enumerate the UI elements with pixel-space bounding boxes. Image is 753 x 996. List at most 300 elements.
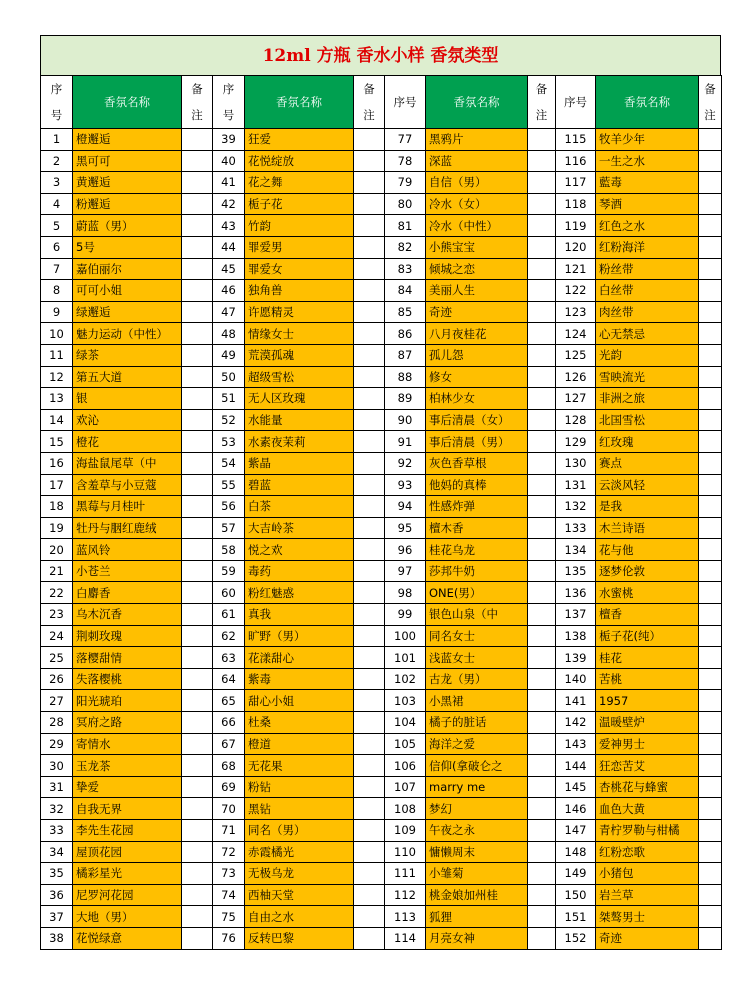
fragrance-name-cell: 荒漠孤魂 <box>245 344 354 366</box>
remark-cell <box>699 776 722 798</box>
row-number: 63 <box>213 647 245 669</box>
fragrance-name-cell: 八月夜桂花 <box>426 323 528 345</box>
remark-cell <box>182 668 213 690</box>
remark-cell <box>528 582 556 604</box>
fragrance-name-cell: 梦幻 <box>426 798 528 820</box>
row-number: 28 <box>41 712 73 734</box>
fragrance-name-cell: 血色大黄 <box>596 798 699 820</box>
fragrance-name-cell: 可可小姐 <box>73 280 182 302</box>
remark-cell <box>699 668 722 690</box>
row-number: 118 <box>556 193 596 215</box>
table-row <box>41 150 722 172</box>
remark-header: 备 注 <box>354 76 385 129</box>
remark-cell <box>182 344 213 366</box>
fragrance-name-cell: 午夜之永 <box>426 820 528 842</box>
remark-cell <box>528 452 556 474</box>
row-number: 112 <box>385 884 426 906</box>
table-row <box>41 884 722 906</box>
row-number: 69 <box>213 776 245 798</box>
remark-header: 备 注 <box>182 76 213 129</box>
row-number: 60 <box>213 582 245 604</box>
row-number: 131 <box>556 474 596 496</box>
row-number: 36 <box>41 884 73 906</box>
fragrance-name-cell: 悦之欢 <box>245 539 354 561</box>
fragrance-name-cell: 白茶 <box>245 496 354 518</box>
row-number: 143 <box>556 733 596 755</box>
fragrance-name-cell: 心无禁忌 <box>596 323 699 345</box>
remark-cell <box>182 431 213 453</box>
row-number: 25 <box>41 647 73 669</box>
remark-cell <box>699 258 722 280</box>
fragrance-name-cell: 赤霞橘光 <box>245 841 354 863</box>
remark-cell <box>699 712 722 734</box>
fragrance-name-cell: 甜心小姐 <box>245 690 354 712</box>
fragrance-name-cell: 花之舞 <box>245 172 354 194</box>
fragrance-name-cell: 古龙（男） <box>426 668 528 690</box>
fragrance-name-cell: 冷水（中性） <box>426 215 528 237</box>
fragrance-name-cell: 非洲之旅 <box>596 388 699 410</box>
row-number: 1 <box>41 129 73 151</box>
fragrance-name-cell: 碧蓝 <box>245 474 354 496</box>
table-row <box>41 841 722 863</box>
fragrance-name-cell: 岩兰草 <box>596 884 699 906</box>
table-row <box>41 301 722 323</box>
row-number: 15 <box>41 431 73 453</box>
fragrance-name-cell: 是我 <box>596 496 699 518</box>
remark-cell <box>528 258 556 280</box>
remark-cell <box>182 150 213 172</box>
row-number: 61 <box>213 604 245 626</box>
remark-cell <box>182 301 213 323</box>
fragrance-name-cell: 海洋之爱 <box>426 733 528 755</box>
name-header: 香氛名称 <box>596 76 699 129</box>
fragrance-name-cell: 旷野（男） <box>245 625 354 647</box>
row-number: 14 <box>41 409 73 431</box>
row-number: 115 <box>556 129 596 151</box>
remark-cell <box>528 539 556 561</box>
remark-cell <box>182 236 213 258</box>
row-number: 29 <box>41 733 73 755</box>
row-number: 135 <box>556 560 596 582</box>
row-number: 27 <box>41 690 73 712</box>
fragrance-name-cell: 粉丝带 <box>596 258 699 280</box>
remark-cell <box>528 301 556 323</box>
row-number: 23 <box>41 604 73 626</box>
remark-cell <box>182 820 213 842</box>
row-number: 122 <box>556 280 596 302</box>
fragrance-name-cell: 北国雪松 <box>596 409 699 431</box>
table-row <box>41 323 722 345</box>
fragrance-name-cell: 情缘女士 <box>245 323 354 345</box>
row-number: 87 <box>385 344 426 366</box>
table-row <box>41 280 722 302</box>
row-number: 102 <box>385 668 426 690</box>
fragrance-name-cell: 光韵 <box>596 344 699 366</box>
seq-header: 序号 <box>385 76 426 129</box>
row-number: 12 <box>41 366 73 388</box>
fragrance-name-cell: 红粉恋歌 <box>596 841 699 863</box>
remark-cell <box>182 172 213 194</box>
remark-cell <box>699 388 722 410</box>
remark-cell <box>354 366 385 388</box>
table-row <box>41 906 722 928</box>
fragrance-name-cell: 花与他 <box>596 539 699 561</box>
row-number: 101 <box>385 647 426 669</box>
row-number: 71 <box>213 820 245 842</box>
row-number: 85 <box>385 301 426 323</box>
table-row <box>41 215 722 237</box>
row-number: 72 <box>213 841 245 863</box>
row-number: 96 <box>385 539 426 561</box>
fragrance-name-cell: 黑钻 <box>245 798 354 820</box>
remark-cell <box>528 798 556 820</box>
row-number: 108 <box>385 798 426 820</box>
table-row <box>41 863 722 885</box>
table-row <box>41 517 722 539</box>
row-number: 106 <box>385 755 426 777</box>
table-row <box>41 625 722 647</box>
fragrance-name-cell: 花悦绽放 <box>245 150 354 172</box>
row-number: 56 <box>213 496 245 518</box>
remark-cell <box>182 690 213 712</box>
remark-cell <box>528 388 556 410</box>
remark-cell <box>354 712 385 734</box>
fragrance-name-cell: 粉红魅惑 <box>245 582 354 604</box>
remark-cell <box>528 755 556 777</box>
fragrance-name-cell: 绿邂逅 <box>73 301 182 323</box>
fragrance-name-cell: 寄情水 <box>73 733 182 755</box>
remark-cell <box>182 647 213 669</box>
row-number: 17 <box>41 474 73 496</box>
fragrance-name-cell: 无人区玫瑰 <box>245 388 354 410</box>
fragrance-name-cell: 月亮女神 <box>426 927 528 949</box>
fragrance-name-cell: 爱神男士 <box>596 733 699 755</box>
fragrance-name-cell: 无花果 <box>245 755 354 777</box>
remark-cell <box>699 301 722 323</box>
fragrance-name-cell: 肉丝带 <box>596 301 699 323</box>
fragrance-name-cell: 银 <box>73 388 182 410</box>
remark-cell <box>354 344 385 366</box>
fragrance-name-cell: 第五大道 <box>73 366 182 388</box>
fragrance-name-cell: 欢沁 <box>73 409 182 431</box>
remark-cell <box>699 452 722 474</box>
row-number: 116 <box>556 150 596 172</box>
remark-cell <box>182 733 213 755</box>
row-number: 123 <box>556 301 596 323</box>
row-number: 145 <box>556 776 596 798</box>
row-number: 52 <box>213 409 245 431</box>
fragrance-name-cell: 柏林少女 <box>426 388 528 410</box>
remark-cell <box>699 884 722 906</box>
fragrance-name-cell: 桂花 <box>596 647 699 669</box>
remark-cell <box>182 604 213 626</box>
remark-cell <box>528 193 556 215</box>
fragrance-name-cell: 狐狸 <box>426 906 528 928</box>
fragrance-name-cell: 大地（男） <box>73 906 182 928</box>
remark-cell <box>699 733 722 755</box>
fragrance-name-cell: 他妈的真棒 <box>426 474 528 496</box>
fragrance-name-cell: 玉龙茶 <box>73 755 182 777</box>
row-number: 77 <box>385 129 426 151</box>
row-number: 53 <box>213 431 245 453</box>
row-number: 105 <box>385 733 426 755</box>
fragrance-name-cell: 深蓝 <box>426 150 528 172</box>
fragrance-name-cell: 橙花 <box>73 431 182 453</box>
fragrance-name-cell: 青柠罗勒与柑橘 <box>596 820 699 842</box>
remark-cell <box>354 560 385 582</box>
remark-cell <box>182 712 213 734</box>
fragrance-name-cell: 真我 <box>245 604 354 626</box>
fragrance-name-cell: 落樱甜情 <box>73 647 182 669</box>
fragrance-name-cell: 桃金娘加州桂 <box>426 884 528 906</box>
remark-cell <box>354 863 385 885</box>
fragrance-name-cell: 桀骜男士 <box>596 906 699 928</box>
fragrance-name-cell: 赛点 <box>596 452 699 474</box>
remark-cell <box>182 906 213 928</box>
row-number: 137 <box>556 604 596 626</box>
fragrance-name-cell: 事后清晨（男） <box>426 431 528 453</box>
row-number: 79 <box>385 172 426 194</box>
row-number: 113 <box>385 906 426 928</box>
row-number: 124 <box>556 323 596 345</box>
fragrance-name-cell: 奇迹 <box>596 927 699 949</box>
row-number: 100 <box>385 625 426 647</box>
spreadsheet <box>40 35 721 950</box>
fragrance-name-cell: 小猪包 <box>596 863 699 885</box>
fragrance-name-cell: 琴酒 <box>596 193 699 215</box>
remark-cell <box>354 496 385 518</box>
remark-cell <box>182 496 213 518</box>
fragrance-name-cell: 狂爱 <box>245 129 354 151</box>
fragrance-name-cell: 同名（男） <box>245 820 354 842</box>
remark-cell <box>528 366 556 388</box>
row-number: 97 <box>385 560 426 582</box>
remark-cell <box>528 820 556 842</box>
fragrance-name-cell: 银色山泉（中 <box>426 604 528 626</box>
table-row <box>41 452 722 474</box>
seq-header: 序号 <box>556 76 596 129</box>
remark-cell <box>354 690 385 712</box>
remark-cell <box>528 496 556 518</box>
remark-cell <box>699 755 722 777</box>
remark-cell <box>354 431 385 453</box>
fragrance-name-cell: 杜桑 <box>245 712 354 734</box>
fragrance-name-cell: 自信（男） <box>426 172 528 194</box>
fragrance-name-cell: 白丝带 <box>596 280 699 302</box>
remark-cell <box>528 344 556 366</box>
row-number: 83 <box>385 258 426 280</box>
fragrance-name-cell: 牧羊少年 <box>596 129 699 151</box>
remark-cell <box>354 776 385 798</box>
fragrance-name-cell: 蓝风铃 <box>73 539 182 561</box>
row-number: 19 <box>41 517 73 539</box>
fragrance-name-cell: 温暖壁炉 <box>596 712 699 734</box>
row-number: 147 <box>556 820 596 842</box>
table-row <box>41 798 722 820</box>
fragrance-name-cell: 独角兽 <box>245 280 354 302</box>
fragrance-name-cell: 栀子花 <box>245 193 354 215</box>
fragrance-name-cell: 桂花乌龙 <box>426 539 528 561</box>
remark-cell <box>182 452 213 474</box>
fragrance-name-cell: 小苍兰 <box>73 560 182 582</box>
row-number: 117 <box>556 172 596 194</box>
row-number: 44 <box>213 236 245 258</box>
fragrance-name-cell: 黑莓与月桂叶 <box>73 496 182 518</box>
row-number: 119 <box>556 215 596 237</box>
fragrance-name-cell: 反转巴黎 <box>245 927 354 949</box>
fragrance-name-cell: 倾城之恋 <box>426 258 528 280</box>
remark-cell <box>354 906 385 928</box>
row-number: 109 <box>385 820 426 842</box>
remark-cell <box>182 323 213 345</box>
row-number: 59 <box>213 560 245 582</box>
row-number: 21 <box>41 560 73 582</box>
remark-cell <box>354 733 385 755</box>
row-number: 66 <box>213 712 245 734</box>
fragrance-name-cell: 红粉海洋 <box>596 236 699 258</box>
row-number: 136 <box>556 582 596 604</box>
row-number: 142 <box>556 712 596 734</box>
table-row <box>41 474 722 496</box>
fragrance-name-cell: 许愿精灵 <box>245 301 354 323</box>
table-row <box>41 647 722 669</box>
row-number: 134 <box>556 539 596 561</box>
fragrance-name-cell: 自由之水 <box>245 906 354 928</box>
row-number: 139 <box>556 647 596 669</box>
remark-cell <box>528 215 556 237</box>
row-number: 22 <box>41 582 73 604</box>
remark-cell <box>528 841 556 863</box>
fragrance-name-cell: 浅蓝女士 <box>426 647 528 669</box>
row-number: 73 <box>213 863 245 885</box>
remark-cell <box>182 863 213 885</box>
row-number: 39 <box>213 129 245 151</box>
row-number: 132 <box>556 496 596 518</box>
fragrance-name-cell: 橙道 <box>245 733 354 755</box>
fragrance-name-cell: 美丽人生 <box>426 280 528 302</box>
row-number: 50 <box>213 366 245 388</box>
remark-cell <box>528 431 556 453</box>
name-header: 香氛名称 <box>245 76 354 129</box>
fragrance-name-cell: 性感炸弹 <box>426 496 528 518</box>
remark-cell <box>182 755 213 777</box>
remark-cell <box>699 625 722 647</box>
row-number: 90 <box>385 409 426 431</box>
fragrance-name-cell: 粉钻 <box>245 776 354 798</box>
remark-cell <box>699 409 722 431</box>
fragrance-name-cell: 红玫瑰 <box>596 431 699 453</box>
fragrance-name-cell: 水能量 <box>245 409 354 431</box>
fragrance-name-cell: 雪映流光 <box>596 366 699 388</box>
row-number: 37 <box>41 906 73 928</box>
remark-cell <box>528 604 556 626</box>
remark-cell <box>528 776 556 798</box>
row-number: 67 <box>213 733 245 755</box>
row-number: 57 <box>213 517 245 539</box>
fragrance-name-cell: 失落樱桃 <box>73 668 182 690</box>
remark-cell <box>182 776 213 798</box>
remark-cell <box>699 236 722 258</box>
remark-cell <box>354 841 385 863</box>
fragrance-name-cell: 檀木香 <box>426 517 528 539</box>
remark-cell <box>699 927 722 949</box>
fragrance-name-cell: 一生之水 <box>596 150 699 172</box>
fragrance-name-cell: 白麝香 <box>73 582 182 604</box>
row-number: 89 <box>385 388 426 410</box>
fragrance-name-cell: 5号 <box>73 236 182 258</box>
remark-cell <box>528 323 556 345</box>
remark-cell <box>182 388 213 410</box>
table-row <box>41 690 722 712</box>
row-number: 6 <box>41 236 73 258</box>
row-number: 81 <box>385 215 426 237</box>
name-header: 香氛名称 <box>73 76 182 129</box>
fragrance-name-cell: 事后清晨（女） <box>426 409 528 431</box>
remark-cell <box>699 150 722 172</box>
row-number: 3 <box>41 172 73 194</box>
remark-header: 备 注 <box>528 76 556 129</box>
remark-cell <box>354 129 385 151</box>
name-header: 香氛名称 <box>426 76 528 129</box>
row-number: 75 <box>213 906 245 928</box>
remark-cell <box>528 280 556 302</box>
row-number: 144 <box>556 755 596 777</box>
fragrance-name-cell: 橘子的脏话 <box>426 712 528 734</box>
table-row <box>41 129 722 151</box>
remark-cell <box>528 733 556 755</box>
fragrance-name-cell: 云淡风轻 <box>596 474 699 496</box>
table-row <box>41 755 722 777</box>
row-number: 146 <box>556 798 596 820</box>
fragrance-name-cell: 灰色香草根 <box>426 452 528 474</box>
remark-cell <box>699 863 722 885</box>
fragrance-name-cell: 无极乌龙 <box>245 863 354 885</box>
row-number: 148 <box>556 841 596 863</box>
row-number: 129 <box>556 431 596 453</box>
fragrance-name-cell: 莎邦牛奶 <box>426 560 528 582</box>
remark-cell <box>528 668 556 690</box>
fragrance-name-cell: 冷水（女） <box>426 193 528 215</box>
row-number: 149 <box>556 863 596 885</box>
row-number: 18 <box>41 496 73 518</box>
fragrance-table <box>40 75 722 950</box>
fragrance-name-cell: 罪爱女 <box>245 258 354 280</box>
fragrance-name-cell: 红色之水 <box>596 215 699 237</box>
remark-cell <box>354 798 385 820</box>
fragrance-name-cell: 阳光琥珀 <box>73 690 182 712</box>
row-number: 126 <box>556 366 596 388</box>
remark-cell <box>699 431 722 453</box>
row-number: 127 <box>556 388 596 410</box>
table-row <box>41 366 722 388</box>
remark-cell <box>528 712 556 734</box>
row-number: 68 <box>213 755 245 777</box>
fragrance-name-cell: 奇迹 <box>426 301 528 323</box>
remark-cell <box>354 884 385 906</box>
remark-cell <box>528 884 556 906</box>
row-number: 92 <box>385 452 426 474</box>
fragrance-name-cell: 慵懒周末 <box>426 841 528 863</box>
remark-cell <box>354 258 385 280</box>
remark-cell <box>699 820 722 842</box>
table-row <box>41 668 722 690</box>
fragrance-name-cell: 逐梦伦敦 <box>596 560 699 582</box>
remark-cell <box>528 906 556 928</box>
row-number: 58 <box>213 539 245 561</box>
fragrance-name-cell: 檀香 <box>596 604 699 626</box>
fragrance-name-cell: 水素夜茉莉 <box>245 431 354 453</box>
row-number: 49 <box>213 344 245 366</box>
